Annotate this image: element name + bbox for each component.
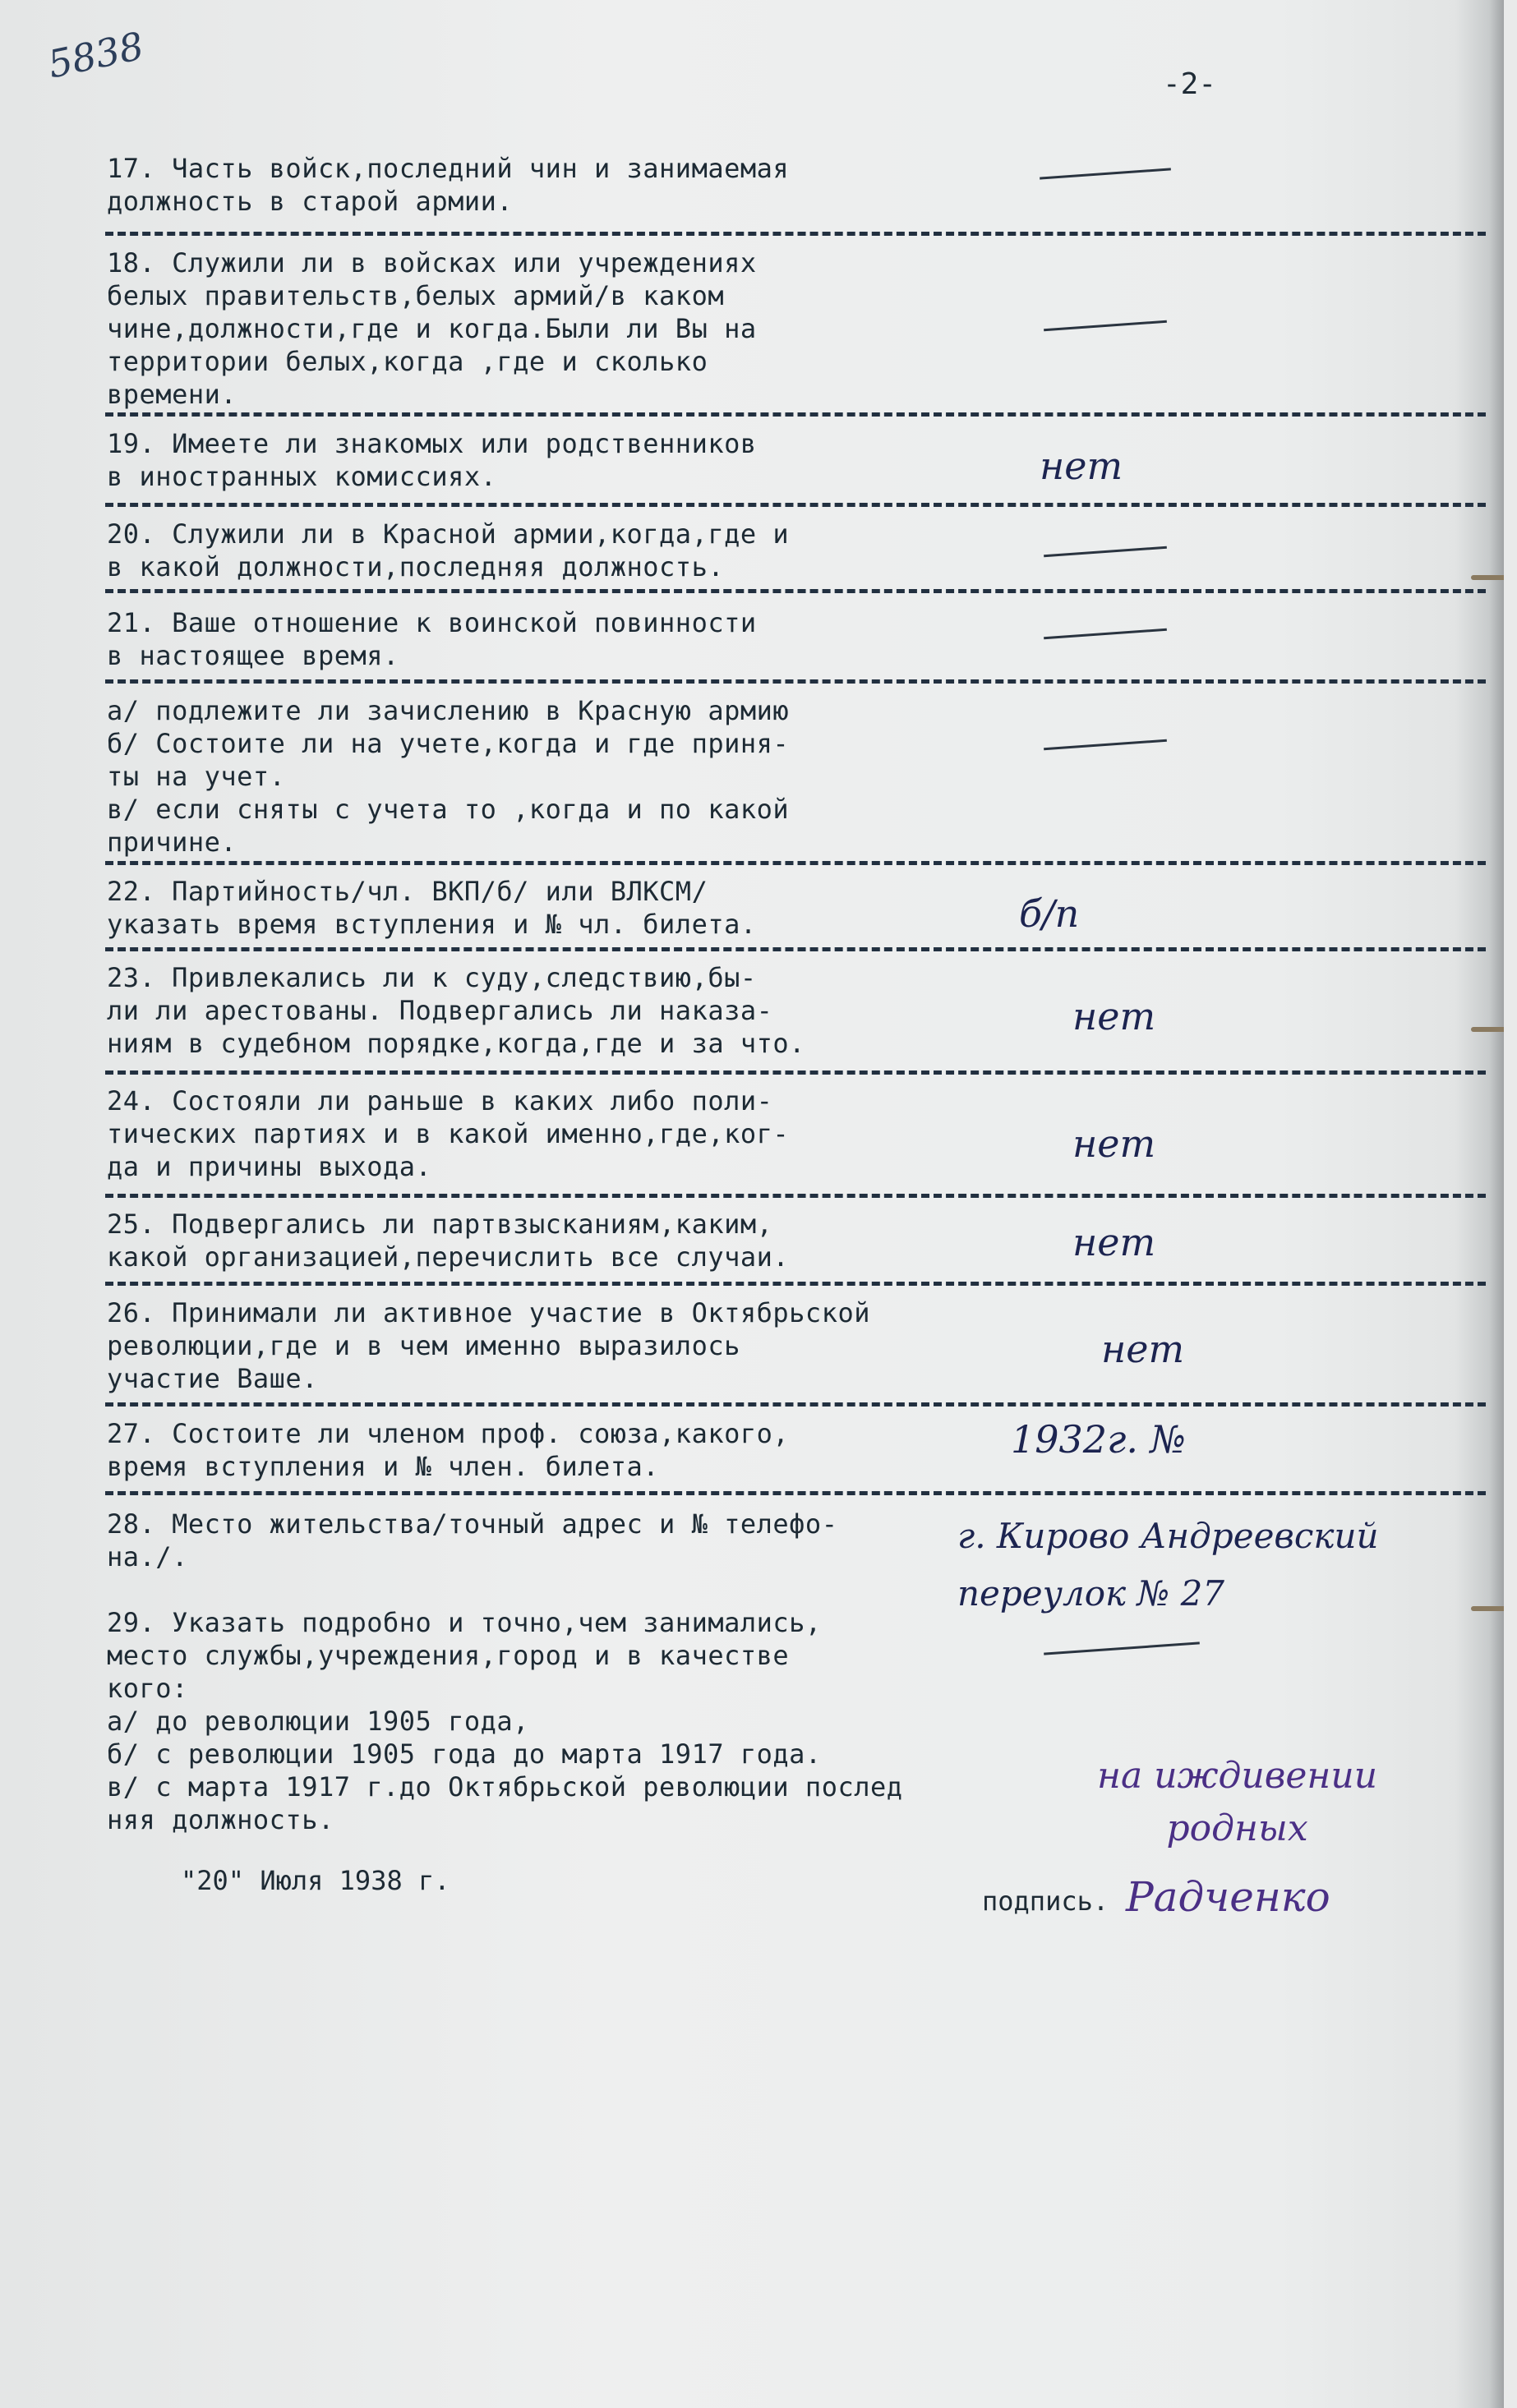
question-21-sub: а/ подлежите ли зачислению в Красную армию б/ Состоите ли на учете,когда и где приня- ты на учет. в/ если сняты с учета то ,когда и по какой причине. [107,695,790,858]
divider [105,503,1486,507]
question-27: 27. Состоите ли членом проф. союза,какого, время вступления и № член. билета. [107,1418,790,1482]
divider [105,947,1486,951]
answer-23: нет [1072,994,1156,1038]
question-25: 25. Подвергались ли партвзысканиям,каким, какой организацией,перечислить все случаи. [107,1209,790,1273]
question-22: 22. Партийность/чл. ВКП/б/ или ВЛКСМ/ указать время вступления и № чл. билета. [107,876,757,940]
question-29: 29. Указать подробно и точно,чем занимались, место службы,учреждения,город и в качестве кого: а/ до революции 1905 года, б/ с революции 1905 года до марта 1917 года. в/ с марта 1917 г.до Октябрьской революции послед няя должность. [107,1607,903,1835]
answer-24: нет [1072,1121,1156,1166]
divider [105,232,1486,236]
question-23: 23. Привлекались ли к суду,следствию,бы- ли ли арестованы. Подвергались ли наказа- ниям в судебном порядке,когда,где и за что. [107,962,805,1059]
answer-19: нет [1040,444,1123,488]
question-19: 19. Имеете ли знакомых или родственников в иностранных комиссиях. [107,428,757,492]
answer-22: б/п [1019,891,1080,936]
page-number: -2- [1163,67,1217,101]
signature-label: подпись. [982,1885,1109,1917]
binding-stitch [1471,1027,1504,1032]
question-18: 18. Служили ли в войсках или учреждениях белых правительств,белых армий/в каком чине,должности,где и когда.Были ли Вы на территории белых,когда ,где и сколько времени. [107,247,757,410]
answer-27: 1932г. № [1011,1417,1187,1462]
signature: Радченко [1126,1873,1330,1921]
question-28: 28. Место жительства/точный адрес и № телефо- на./. [107,1508,838,1572]
divider [105,679,1486,684]
answer-29: на иждивении родных [1097,1755,1378,1849]
question-21: 21. Ваше отношение к воинской повинности в настоящее время. [107,607,757,671]
divider [105,589,1486,593]
divider [105,1070,1486,1075]
binding-stitch [1471,575,1504,580]
divider [105,412,1486,417]
divider [105,1194,1486,1198]
archive-mark: 5838 [44,23,148,87]
question-24: 24. Состояли ли раньше в каких либо поли- тических партиях и в какой именно,где,ког- да и причины выхода. [107,1085,790,1182]
question-17: 17. Часть войск,последний чин и занимаемая должность в старой армии. [107,153,790,217]
question-20: 20. Служили ли в Красной армии,когда,где и в какой должности,последняя должность. [107,518,790,582]
answer-25: нет [1072,1220,1156,1264]
page-edge-shadow [1455,0,1504,2408]
divider [105,1282,1486,1286]
divider [105,1491,1486,1495]
binding-stitch [1471,1606,1504,1611]
question-26: 26. Принимали ли активное участие в Октябрьской революции,где и в чем именно выразилось участие Ваше. [107,1297,870,1394]
answer-28: г. Кирово Андреевский переулок № 27 [957,1516,1379,1614]
divider [105,861,1486,865]
footer-date: "20" Июля 1938 г. [181,1865,450,1896]
divider [105,1402,1486,1407]
answer-26: нет [1101,1327,1185,1371]
